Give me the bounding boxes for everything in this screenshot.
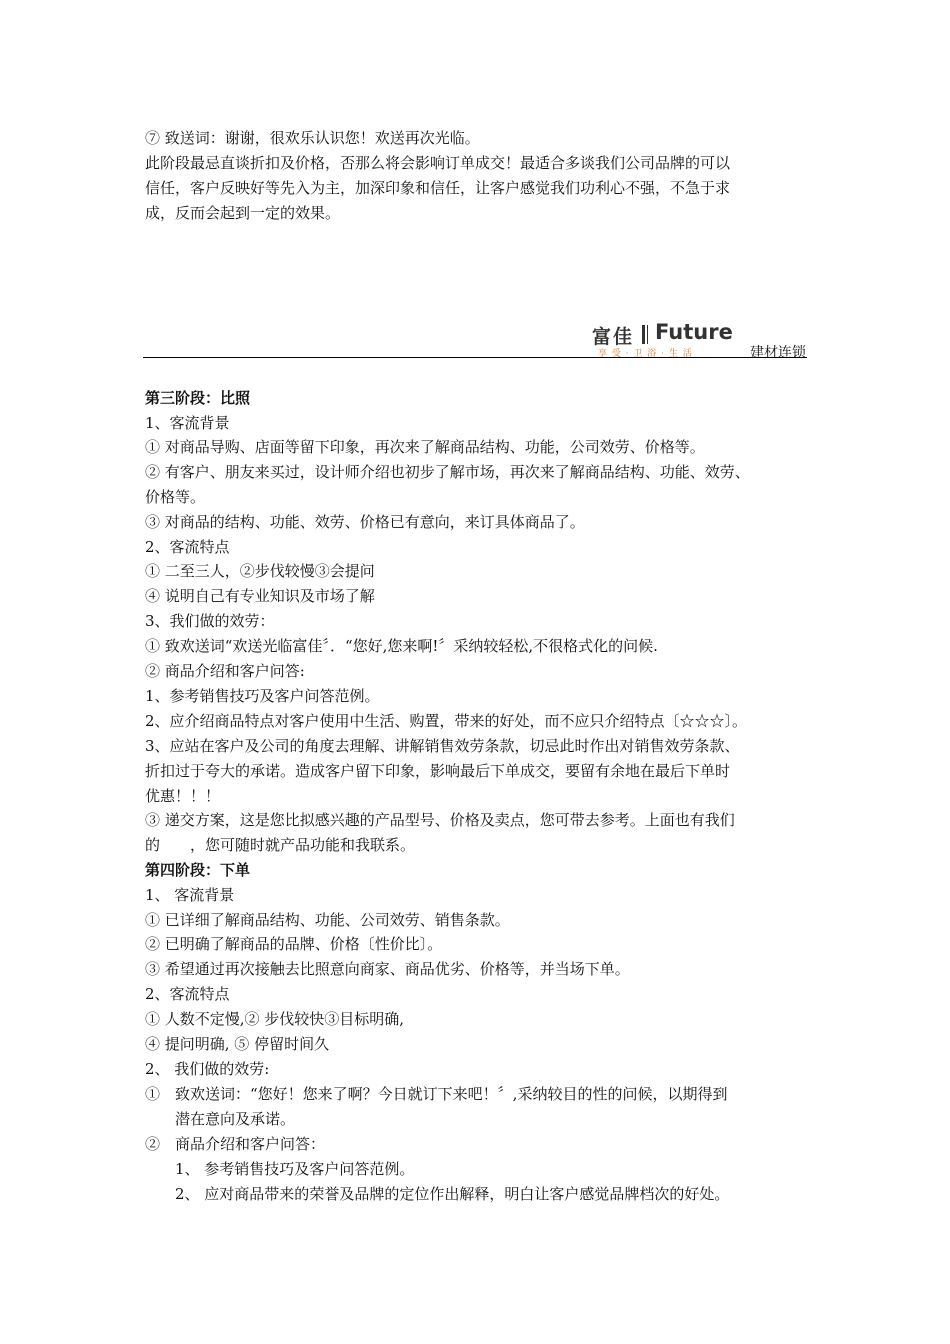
text-line: 潜在意向及承诺。 — [145, 1110, 296, 1128]
text-line: ① 致欢送词：“您好！您来了啊？今日就订下来吧！〞,采纳较目的性的问候，以期得到 — [145, 1085, 728, 1103]
text-line: 信任，客户反映好等先入为主，加深印象和信任，让客户感觉我们功利心不强，不急于求 — [145, 179, 731, 197]
text-line: 优惠！！！ — [145, 787, 221, 805]
logo-divider-thin — [647, 325, 648, 344]
text-line: ① 人数不定慢,② 步伐较快③目标明确, — [145, 1010, 405, 1028]
text-line: 折扣过于夸大的承诺。造成客户留下印象，影响最后下单成交，要留有余地在最后下单时 — [145, 762, 731, 780]
text-line: 成，反而会起到一定的效果。 — [145, 204, 341, 222]
logo-suffix: 建材连锁 — [750, 345, 806, 361]
text-line: 1、 客流背景 — [145, 886, 235, 904]
text-line: ② 已明确了解商品的品牌、价格〔性价比〕。 — [145, 935, 443, 953]
text-line: 2、 应对商品带来的荣誉及品牌的定位作出解释，明白让客户感觉品牌档次的好处。 — [145, 1185, 730, 1203]
text-line: ③ 希望通过再次接触去比照意向商家、商品优劣、价格等，并当场下单。 — [145, 960, 630, 978]
text-line: ① 对商品导购、店面等留下印象，再次来了解商品结构、功能，公司效劳、价格等。 — [145, 438, 705, 456]
text-line: 3、我们做的效劳： — [145, 612, 275, 630]
text-line: ③ 递交方案，这是您比拟感兴趣的产品型号、价格及卖点，您可带去参考。上面也有我们 — [145, 811, 735, 829]
text-line: ③ 对商品的结构、功能、效劳、价格已有意向，来订具体商品了。 — [145, 513, 585, 531]
text-line: ⑦ 致送词：谢谢，很欢乐认识您！欢送再次光临。 — [145, 129, 480, 147]
logo-chinese-name: 富佳 — [592, 326, 635, 348]
text-line: ② 有客户、朋友来买过，设计师介绍也初步了解市场，再次来了解商品结构、功能、效劳、 — [145, 463, 750, 481]
text-line: 的 ，您可随时就产品功能和我联系。 — [145, 836, 416, 854]
text-line: 1、参考销售技巧及客户问答范例。 — [145, 687, 380, 705]
text-line: 2、应介绍商品特点对客户使用中生活、购置，带来的好处，而不应只介绍特点〔☆☆☆〕。 — [145, 712, 748, 730]
text-line: 2、 我们做的效劳: — [145, 1060, 270, 1078]
text-line: ① 致欢送词“欢送光临富佳〞．“您好,您来啊!〞采纳较轻松,不很格式化的问候. — [145, 637, 658, 655]
text-line: 3、应站在客户及公司的角度去理解、讲解销售效劳条款，切忌此时作出对销售效劳条款、 — [145, 737, 740, 755]
text-line: 价格等。 — [145, 488, 206, 506]
text-line: ① 二至三人，②步伐较慢③会提问 — [145, 562, 375, 580]
logo-divider — [642, 325, 645, 344]
text-line: ② 商品介绍和客户问答： — [145, 1135, 326, 1153]
header-rule — [143, 357, 807, 358]
text-line: ① 已详细了解商品结构、功能、公司效劳、销售条款。 — [145, 911, 510, 929]
logo-english-name: Future — [655, 320, 733, 344]
section-title-stage4: 第四阶段：下单 — [145, 861, 251, 879]
text-line: 2、客流特点 — [145, 985, 230, 1003]
text-line: 此阶段最忌直谈折扣及价格，否那么将会影响订单成交！最适合多谈我们公司品牌的可以 — [145, 154, 731, 172]
text-line: 2、客流特点 — [145, 538, 230, 556]
text-line: ④ 提问明确, ⑤ 停留时间久 — [145, 1035, 330, 1053]
text-line: 1、客流背景 — [145, 414, 230, 432]
text-line: ④ 说明自己有专业知识及市场了解 — [145, 587, 375, 605]
logo-slogan: 享 受 · 卫 浴 · 生 活 — [598, 349, 693, 359]
brand-logo — [592, 320, 807, 361]
text-line: 1、 参考销售技巧及客户问答范例。 — [145, 1160, 415, 1178]
section-title-stage3: 第三阶段：比照 — [145, 389, 251, 407]
text-line: ② 商品介绍和客户问答: — [145, 662, 305, 680]
